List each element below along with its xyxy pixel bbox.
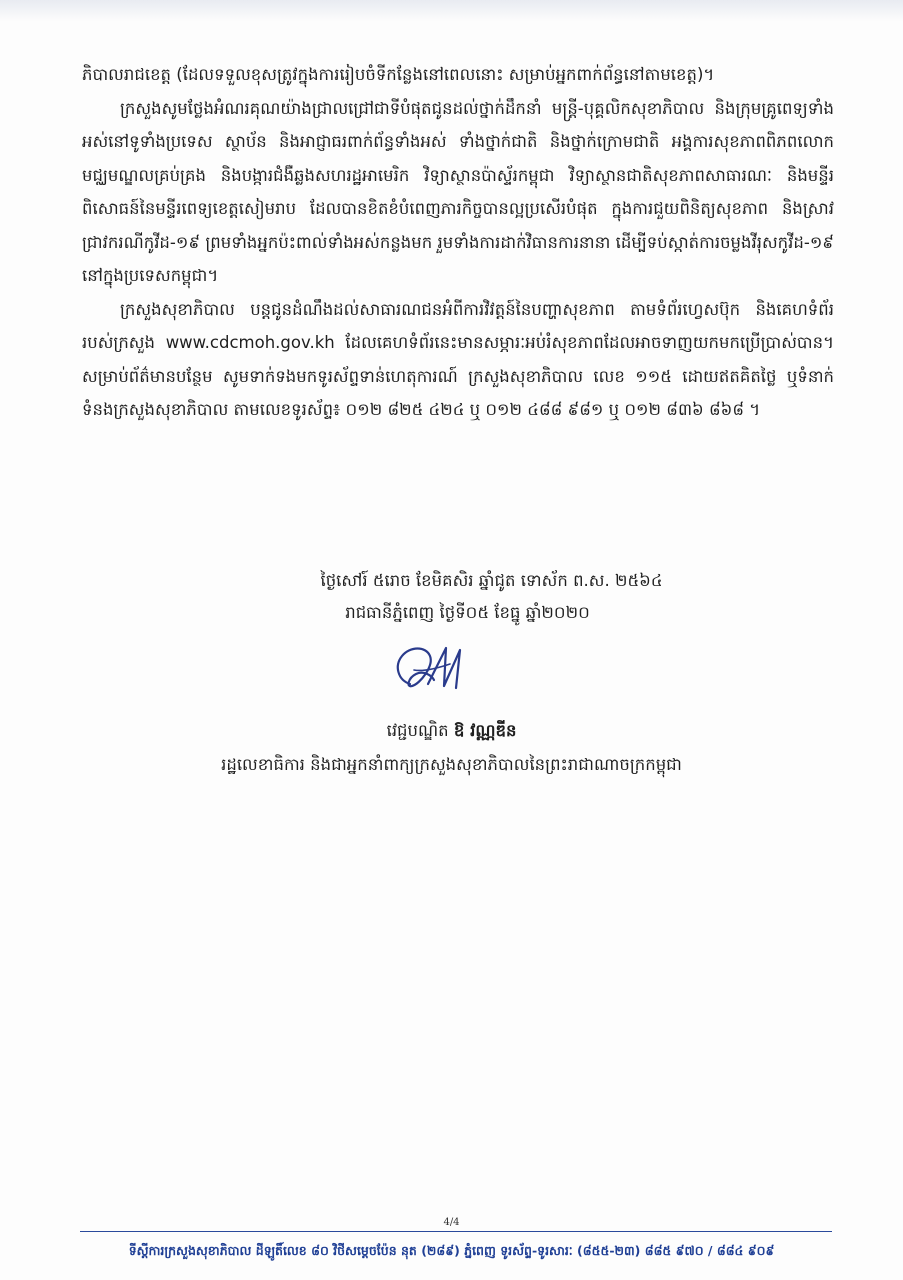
handwritten-signature xyxy=(390,640,480,702)
paragraph-contact-information: ក្រសួងសុខាភិបាល បន្តជូនដំណឹងដល់សាធារណជនអំពីការវិវត្តន៍នៃបញ្ហាសុខភាព តាមទំព័រហ្វេសប៊ុក និងគេហទំព័ររបស់ក្រសួង www.cdcmoh.gov.kh ដែលគេហទំព័រនេះមានសម្ភារៈអប់រំសុខភាពដែលអាចទាញយកមកប្រើប្រាស់បាន។ សម្រាប់ព័ត៌មានបន្ថែម សូមទាក់ទងមកទូរស័ព្ទទាន់ហេតុការណ៍ ក្រសួងសុខាភិបាល លេខ ១១៥ ដោយឥតគិតថ្លៃ ឬទំនាក់ទំនងក្រសួងសុខាភិបាល តាមលេខទូរស័ព្ទ៖ ០១២ ៨២៥ ៤២៤ ឬ ០១២ ៤៨៨ ៩៨១ ឬ ០១២ ៨៣៦ ៨៦៨ ។ xyxy=(82,299,834,419)
signer-role: រដ្ឋលេខាធិការ និងជាអ្នកនាំពាក្យក្រសួងសុខាភិបាលនៃព្រះរាជាណាចក្រកម្ពុជា xyxy=(221,755,682,774)
place-and-date-line: រាជធានីភ្នំពេញ ថ្ងៃទី០៥ ខែធ្នូ ឆ្នាំ២០២០ xyxy=(345,603,590,622)
page-number: 4/4 xyxy=(443,1217,460,1228)
signer-title: វេជ្ជបណ្ឌិត xyxy=(386,721,449,740)
top-edge-shadow xyxy=(0,0,903,22)
lunar-date-line: ថ្ងៃសៅរ៍ ៥រោច ខែមិគសិរ ឆ្នាំជូត ទោស័ក ព.ស. ២៥៦៤ xyxy=(320,571,663,590)
paragraph-acknowledgement: ក្រសួងសូមថ្លែងអំណរគុណយ៉ាងជ្រាលជ្រៅជាទីបំផុតជូនដល់ថ្នាក់ដឹកនាំ មន្ត្រី-បុគ្គលិកសុខាភិបាល និងក្រុមគ្រូពេទ្យទាំងអស់នៅទូទាំងប្រទេស ស្ថាប័ន និងអាជ្ញាធរពាក់ព័ន្ធទាំងអស់ ទាំងថ្នាក់ជាតិ និងថ្នាក់ក្រោមជាតិ អង្គការសុខភាពពិភពលោក មជ្ឈមណ្ឌលគ្រប់គ្រង និងបង្ការជំងឺឆ្លងសហរដ្ឋអាមេរិក វិទ្យាស្ថានប៉ាស្ទ័រកម្ពុជា វិទ្យាស្ថានជាតិសុខភាពសាធារណៈ និងមន្ទីរពិសោធន៍នៃមន្ទីរពេទ្យខេត្តសៀមរាប ដែលបានខិតខំបំពេញភារកិច្ចបានល្អប្រសើរបំផុត ក្នុងការជួយពិនិត្យសុខភាព និងស្រាវជ្រាវករណីកូវីដ-១៩ ព្រមទាំងអ្នកប៉ះពាល់ទាំងអស់កន្លងមក រួមទាំងការដាក់វិធានការនានា ដើម្បីទប់ស្កាត់ការចម្លងវីរុសកូវីដ-១៩ នៅក្នុងប្រទេសកម្ពុជា។ xyxy=(82,98,834,285)
paragraph-continuation: ភិបាលរាជខេត្ត (ដែលទទួលខុសត្រូវក្នុងការរៀបចំទីកន្លែងនៅពេលនោះ សម្រាប់អ្នកពាក់ព័ន្ធនៅតាមខេត្ត)។ xyxy=(82,65,715,84)
signer-line xyxy=(0,717,903,745)
footer-divider xyxy=(80,1231,832,1232)
letter-body xyxy=(82,58,834,427)
signer-name: ឱ វណ្ណឌីន xyxy=(453,721,517,740)
footer-address: ទីស្តីការក្រសួងសុខាភិបាល ដីឡូតិ៍លេខ ៨០ វិថីសម្តេចប៉ែន នុត (២៨៩) ភ្នំពេញ ទូរស័ព្ទ-ទូរសារៈ (៨៥៥-២៣) ៨៨៥ ៩៧០ / ៨៨៤ ៩០៩ xyxy=(128,1243,775,1258)
